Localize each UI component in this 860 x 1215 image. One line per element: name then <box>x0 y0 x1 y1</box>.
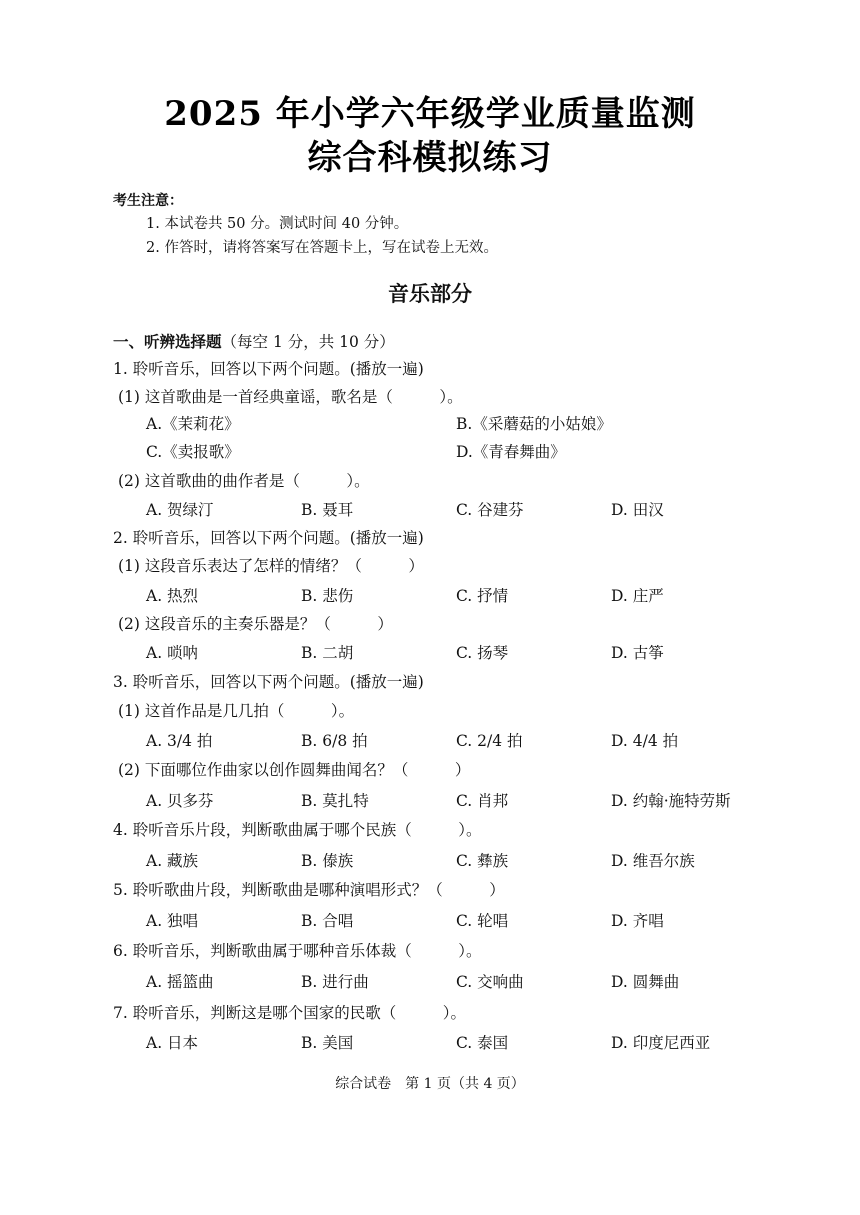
option-a: A. 贺绿汀 <box>146 501 214 519</box>
option-b: B. 美国 <box>301 1034 354 1052</box>
notice-item: 1. 本试卷共 50 分。测试时间 40 分钟。 <box>146 216 409 232</box>
option-a: A. 3/4 拍 <box>146 732 213 750</box>
page-footer: 综合试卷 第 1 页（共 4 页） <box>335 1076 525 1092</box>
question-stem: (1) 这段音乐表达了怎样的情绪？（ ） <box>118 557 424 575</box>
option-c: C. 泰国 <box>456 1034 509 1052</box>
option-d: D. 田汉 <box>611 501 664 519</box>
option-d: D. 古筝 <box>611 644 664 662</box>
question-stem: (2) 这段音乐的主奏乐器是？（ ） <box>118 615 393 633</box>
option-b: B. 莫扎特 <box>301 792 369 810</box>
notice-item: 2. 作答时，请将答案写在答题卡上，写在试卷上无效。 <box>146 240 498 256</box>
option-d: D. 印度尼西亚 <box>611 1034 711 1052</box>
question-stem: 7. 聆听音乐，判断这是哪个国家的民歌（ ）。 <box>113 1004 466 1022</box>
option-b: B. 傣族 <box>301 852 354 870</box>
exam-title-line1: 2025 年小学六年级学业质量监测 <box>164 94 696 134</box>
option-d: D.《青春舞曲》 <box>456 443 566 461</box>
option-b: B. 悲伤 <box>301 587 354 605</box>
option-c: C. 轮唱 <box>456 912 509 930</box>
section-title: 音乐部分 <box>388 282 472 306</box>
option-b: B. 6/8 拍 <box>301 732 368 750</box>
option-a: A. 藏族 <box>146 852 199 870</box>
option-c: C. 谷建芬 <box>456 501 524 519</box>
question-stem: (2) 下面哪位作曲家以创作圆舞曲闻名？（ ） <box>118 761 471 779</box>
option-b: B.《采蘑菇的小姑娘》 <box>456 415 612 433</box>
part-heading-score: （每空 1 分，共 10 分） <box>221 333 395 351</box>
option-c: C. 抒情 <box>456 587 509 605</box>
option-a: A. 热烈 <box>146 587 199 605</box>
option-b: B. 二胡 <box>301 644 354 662</box>
exam-title-line2: 综合科模拟练习 <box>307 138 553 178</box>
option-b: B. 聂耳 <box>301 501 354 519</box>
question-stem: 5. 聆听歌曲片段，判断歌曲是哪种演唱形式？（ ） <box>113 881 505 899</box>
option-d: D. 齐唱 <box>611 912 664 930</box>
question-stem: 3. 聆听音乐，回答以下两个问题。(播放一遍) <box>113 673 424 691</box>
option-a: A.《茉莉花》 <box>146 415 240 433</box>
option-c: C. 交响曲 <box>456 973 524 991</box>
option-d: D. 圆舞曲 <box>611 973 680 991</box>
option-d: D. 约翰·施特劳斯 <box>611 792 731 810</box>
option-a: A. 日本 <box>146 1034 199 1052</box>
option-b: B. 进行曲 <box>301 973 369 991</box>
option-a: A. 独唱 <box>146 912 199 930</box>
option-d: D. 4/4 拍 <box>611 732 679 750</box>
question-stem: (1) 这首歌曲是一首经典童谣，歌名是（ ）。 <box>118 388 463 406</box>
question-stem: (1) 这首作品是几几拍（ ）。 <box>118 702 355 720</box>
option-b: B. 合唱 <box>301 912 354 930</box>
part-heading-main: 一、听辨选择题 <box>113 332 222 351</box>
option-d: D. 庄严 <box>611 587 664 605</box>
option-a: A. 唢呐 <box>146 644 199 662</box>
question-stem: 2. 聆听音乐，回答以下两个问题。(播放一遍) <box>113 529 424 547</box>
question-stem: 4. 聆听音乐片段，判断歌曲属于哪个民族（ ）。 <box>113 821 482 839</box>
option-c: C. 扬琴 <box>456 644 509 662</box>
question-stem: (2) 这首歌曲的曲作者是（ ）。 <box>118 472 370 490</box>
option-c: C.《卖报歌》 <box>146 443 240 461</box>
part-heading <box>113 330 395 352</box>
option-a: A. 摇篮曲 <box>146 973 214 991</box>
option-c: C. 2/4 拍 <box>456 732 523 750</box>
notice-label: 考生注意： <box>113 193 183 209</box>
option-a: A. 贝多芬 <box>146 792 214 810</box>
question-stem: 1. 聆听音乐，回答以下两个问题。(播放一遍) <box>113 360 424 378</box>
option-d: D. 维吾尔族 <box>611 852 695 870</box>
question-stem: 6. 聆听音乐，判断歌曲属于哪种音乐体裁（ ）。 <box>113 942 482 960</box>
option-c: C. 肖邦 <box>456 792 509 810</box>
option-c: C. 彝族 <box>456 852 509 870</box>
